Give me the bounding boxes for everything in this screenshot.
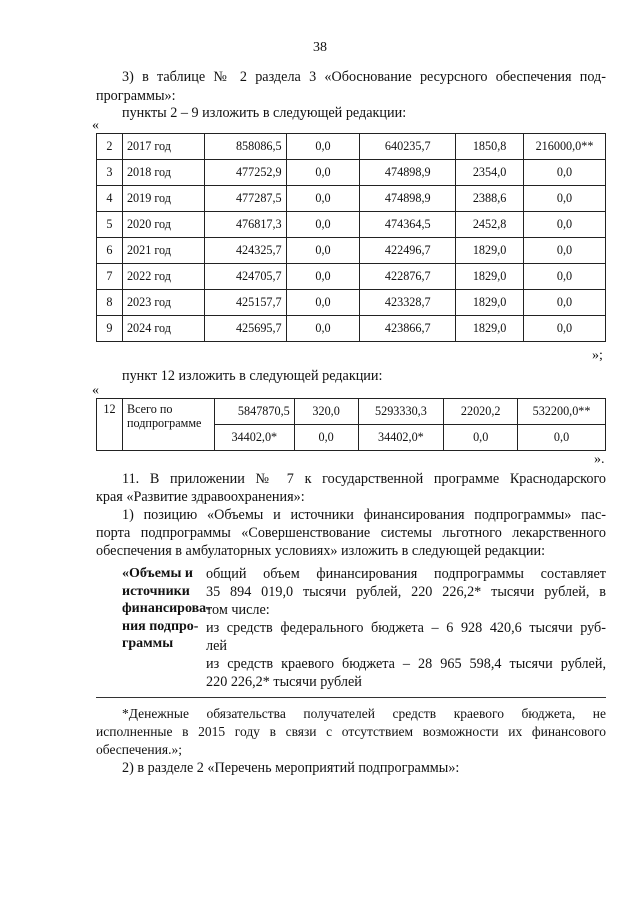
value-cell: 0,0 <box>524 160 606 186</box>
open-quote-2: « <box>92 383 99 398</box>
value-cell: 474364,5 <box>360 212 456 238</box>
passport-label-line: финансирова- <box>122 601 211 616</box>
value-cell: 0,0 <box>524 264 606 290</box>
value-cell: 477287,5 <box>204 186 286 212</box>
table-row <box>97 264 606 290</box>
value-cell: 0,0 <box>286 134 360 160</box>
value-cell: 2452,8 <box>456 212 524 238</box>
value-cell: 476817,3 <box>204 212 286 238</box>
passport-label-line: граммы <box>122 636 174 651</box>
table-cell: 34402,0* <box>214 425 294 451</box>
value-cell: 0,0 <box>524 290 606 316</box>
year-cell: 2021 год <box>122 238 204 264</box>
row-number-cell: 5 <box>97 212 123 238</box>
value-cell: 2354,0 <box>456 160 524 186</box>
passport-label <box>122 565 211 653</box>
value-cell: 424325,7 <box>204 238 286 264</box>
intro-line-2: программы»: <box>96 88 176 104</box>
value-cell: 0,0 <box>524 238 606 264</box>
table-points-2-9 <box>96 133 606 342</box>
value-cell: 0,0 <box>524 212 606 238</box>
value-cell: 1850,8 <box>456 134 524 160</box>
value-cell: 423328,7 <box>360 290 456 316</box>
section11-line-3: 1) позицию «Объемы и источники финансирования подпрограммы» пас- <box>122 507 606 523</box>
footnote-line-3: обеспечения.»; <box>96 742 182 757</box>
value-cell: 422876,7 <box>360 264 456 290</box>
row-number-cell: 2 <box>97 134 123 160</box>
passport-text-line: том числе: <box>206 602 270 618</box>
value-cell: 2388,6 <box>456 186 524 212</box>
value-cell: 1829,0 <box>456 290 524 316</box>
year-cell: 2020 год <box>122 212 204 238</box>
value-cell: 477252,9 <box>204 160 286 186</box>
value-cell: 1829,0 <box>456 264 524 290</box>
table-cell: 5847870,5 <box>214 399 294 425</box>
table-cell: Всего по подпрограмме <box>122 399 214 451</box>
row-number-cell: 8 <box>97 290 123 316</box>
year-cell: 2024 год <box>122 316 204 342</box>
row-number-cell: 7 <box>97 264 123 290</box>
value-cell: 0,0 <box>286 186 360 212</box>
value-cell: 474898,9 <box>360 160 456 186</box>
table-cell: 532200,0** <box>518 399 606 425</box>
year-cell: 2022 год <box>122 264 204 290</box>
table-row <box>97 399 606 425</box>
value-cell: 0,0 <box>286 316 360 342</box>
footnote-line-2: исполненные в 2015 году в связи с отсутствием возможности их финансового <box>96 724 606 739</box>
row-number-cell: 6 <box>97 238 123 264</box>
table-row <box>97 160 606 186</box>
intro-line-3: пункты 2 – 9 изложить в следующей редакции: <box>122 105 407 121</box>
table-cell: 0,0 <box>444 425 518 451</box>
table-cell: 22020,2 <box>444 399 518 425</box>
value-cell: 1829,0 <box>456 238 524 264</box>
year-cell: 2017 год <box>122 134 204 160</box>
passport-label-line: «Объемы и <box>122 566 193 581</box>
year-cell: 2018 год <box>122 160 204 186</box>
passport-text-line: 35 894 019,0 тысячи рублей, 220 226,2* тысячи рублей, в <box>206 584 606 600</box>
table-cell: 5293330,3 <box>358 399 444 425</box>
year-cell: 2023 год <box>122 290 204 316</box>
page-number: 38 <box>313 40 327 55</box>
open-quote-1: « <box>92 118 99 133</box>
final-line: 2) в разделе 2 «Перечень мероприятий подпрограммы»: <box>122 760 460 776</box>
value-cell: 0,0 <box>286 160 360 186</box>
passport-text-line: из средств федерального бюджета – 6 928 420,6 тысячи руб- <box>206 620 606 636</box>
passport-label-line: источники <box>122 583 190 599</box>
value-cell: 1829,0 <box>456 316 524 342</box>
table-cell: 0,0 <box>518 425 606 451</box>
passport-text-line: из средств краевого бюджета – 28 965 598,4 тысячи рублей, <box>206 656 606 672</box>
value-cell: 0,0 <box>286 212 360 238</box>
value-cell: 425157,7 <box>204 290 286 316</box>
footnote-divider <box>96 697 606 698</box>
passport-text-line: общий объем финансирования подпрограммы составляет <box>206 566 606 582</box>
intro-line-1: 3) в таблице № 2 раздела 3 «Обоснование ресурсного обеспечения под- <box>122 69 606 85</box>
table-row <box>97 316 606 342</box>
table-row <box>97 238 606 264</box>
value-cell: 216000,0** <box>524 134 606 160</box>
value-cell: 423866,7 <box>360 316 456 342</box>
value-cell: 0,0 <box>524 186 606 212</box>
value-cell: 0,0 <box>524 316 606 342</box>
table-row <box>97 212 606 238</box>
row-number-cell: 9 <box>97 316 123 342</box>
value-cell: 422496,7 <box>360 238 456 264</box>
value-cell: 858086,5 <box>204 134 286 160</box>
year-cell: 2019 год <box>122 186 204 212</box>
section11-line-5: обеспечения в амбулаторных условиях» изложить в следующей редакции: <box>96 543 546 559</box>
value-cell: 424705,7 <box>204 264 286 290</box>
value-cell: 474898,9 <box>360 186 456 212</box>
value-cell: 0,0 <box>286 290 360 316</box>
section11-line-2: края «Развитие здравоохранения»: <box>96 489 305 505</box>
table-cell: 0,0 <box>294 425 358 451</box>
value-cell: 640235,7 <box>360 134 456 160</box>
close-quote-2: ». <box>594 452 605 467</box>
table-cell: 34402,0* <box>358 425 444 451</box>
table-cell: 320,0 <box>294 399 358 425</box>
passport-text-line: 220 226,2* тысячи рублей <box>206 674 362 690</box>
passport-label-line: ния подпро- <box>122 618 199 634</box>
table-row <box>97 290 606 316</box>
close-quote-1: »; <box>592 348 603 363</box>
section11-line-1: 11. В приложении № 7 к государственной программе Краснодарского <box>122 471 606 487</box>
point12-text: пункт 12 изложить в следующей редакции: <box>122 368 383 384</box>
table-row <box>97 134 606 160</box>
footnote-line-1: *Денежные обязательства получателей средств краевого бюджета, не <box>122 706 606 721</box>
table-row <box>97 186 606 212</box>
table-cell: 12 <box>97 399 123 451</box>
value-cell: 0,0 <box>286 264 360 290</box>
value-cell: 425695,7 <box>204 316 286 342</box>
section11-line-4: порта подпрограммы «Совершенствование системы льготного лекарственного <box>96 525 606 541</box>
value-cell: 0,0 <box>286 238 360 264</box>
row-number-cell: 3 <box>97 160 123 186</box>
table-point-12 <box>96 398 606 451</box>
passport-text-line: лей <box>206 638 227 654</box>
row-number-cell: 4 <box>97 186 123 212</box>
